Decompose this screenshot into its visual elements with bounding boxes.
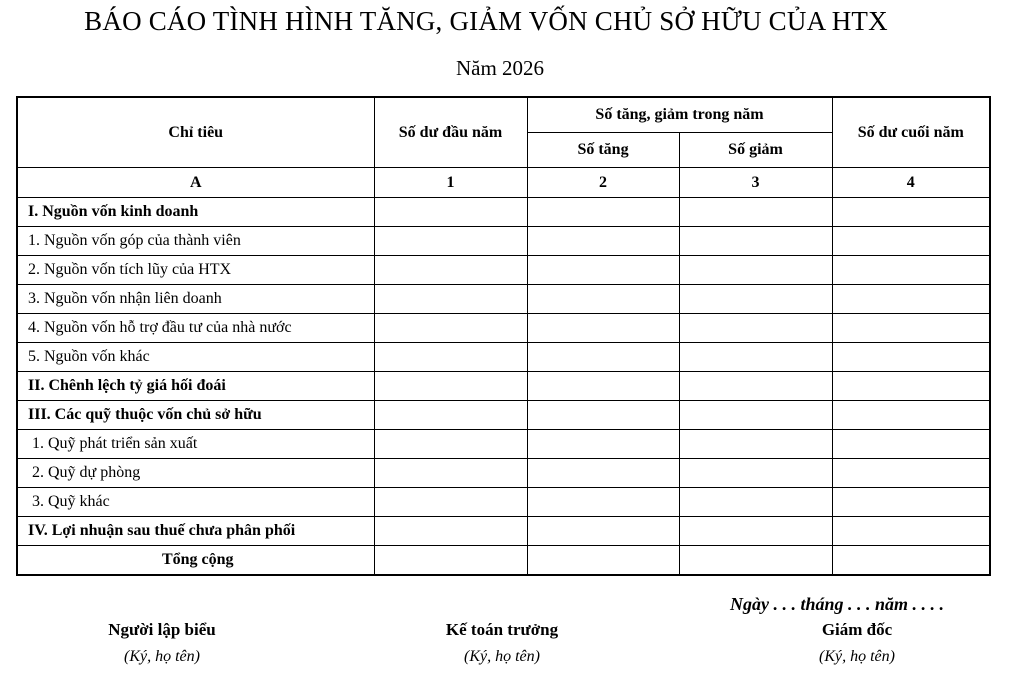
row-label: 1. Nguồn vốn góp của thành viên	[17, 227, 374, 256]
row-label: 1. Quỹ phát triển sản xuất	[17, 430, 374, 459]
row-label: III. Các quỹ thuộc vốn chủ sở hữu	[17, 401, 374, 430]
table-row	[17, 314, 990, 343]
index-cell: 3	[679, 168, 832, 198]
report-title: BÁO CÁO TÌNH HÌNH TĂNG, GIẢM VỐN CHỦ SỞ HỮU CỦA HTX	[84, 6, 888, 36]
capital-change-table	[16, 96, 991, 576]
signature-hint: (Ký, họ tên)	[464, 648, 540, 665]
table-row	[17, 198, 990, 227]
table-row	[17, 401, 990, 430]
signature-hint: (Ký, họ tên)	[819, 648, 895, 665]
row-label: I. Nguồn vốn kinh doanh	[17, 198, 374, 227]
date-line: Ngày . . . tháng . . . năm . . . .	[730, 594, 945, 614]
row-label: 5. Nguồn vốn khác	[17, 343, 374, 372]
table-row	[17, 285, 990, 314]
table-row	[17, 488, 990, 517]
row-label: 3. Quỹ khác	[17, 488, 374, 517]
table-row	[17, 459, 990, 488]
table-row	[17, 430, 990, 459]
row-label: IV. Lợi nhuận sau thuế chưa phân phối	[17, 517, 374, 546]
signature-role: Giám đốc	[821, 620, 893, 639]
signature-role: Người lập biểu	[108, 620, 216, 639]
table-row	[17, 227, 990, 256]
header-change-group: Số tăng, giảm trong năm	[527, 97, 832, 133]
table-row	[17, 343, 990, 372]
row-label: 4. Nguồn vốn hỗ trợ đầu tư của nhà nước	[17, 314, 374, 343]
signature-chief-accountant	[392, 620, 612, 666]
row-label: Tổng cộng	[17, 546, 374, 576]
table-row	[17, 372, 990, 401]
row-label: II. Chênh lệch tỷ giá hối đoái	[17, 372, 374, 401]
table-row	[17, 256, 990, 285]
report-year: Năm 2026	[455, 56, 545, 80]
index-cell: 2	[527, 168, 679, 198]
header-increase: Số tăng	[527, 133, 679, 168]
signature-preparer	[52, 620, 272, 666]
index-cell: 1	[374, 168, 527, 198]
row-label: 3. Nguồn vốn nhận liên doanh	[17, 285, 374, 314]
header-opening-balance: Số dư đầu năm	[374, 97, 527, 168]
header-closing-balance: Số dư cuối năm	[832, 97, 990, 168]
header-decrease: Số giảm	[679, 133, 832, 168]
signature-hint: (Ký, họ tên)	[124, 648, 200, 665]
row-label: 2. Quỹ dự phòng	[17, 459, 374, 488]
index-cell: A	[17, 168, 374, 198]
row-label: 2. Nguồn vốn tích lũy của HTX	[17, 256, 374, 285]
table-row	[17, 517, 990, 546]
signature-director	[747, 620, 967, 666]
header-indicator: Chỉ tiêu	[17, 97, 374, 168]
table-row-total	[17, 546, 990, 576]
index-cell: 4	[832, 168, 990, 198]
signature-role: Kế toán trưởng	[445, 620, 559, 639]
